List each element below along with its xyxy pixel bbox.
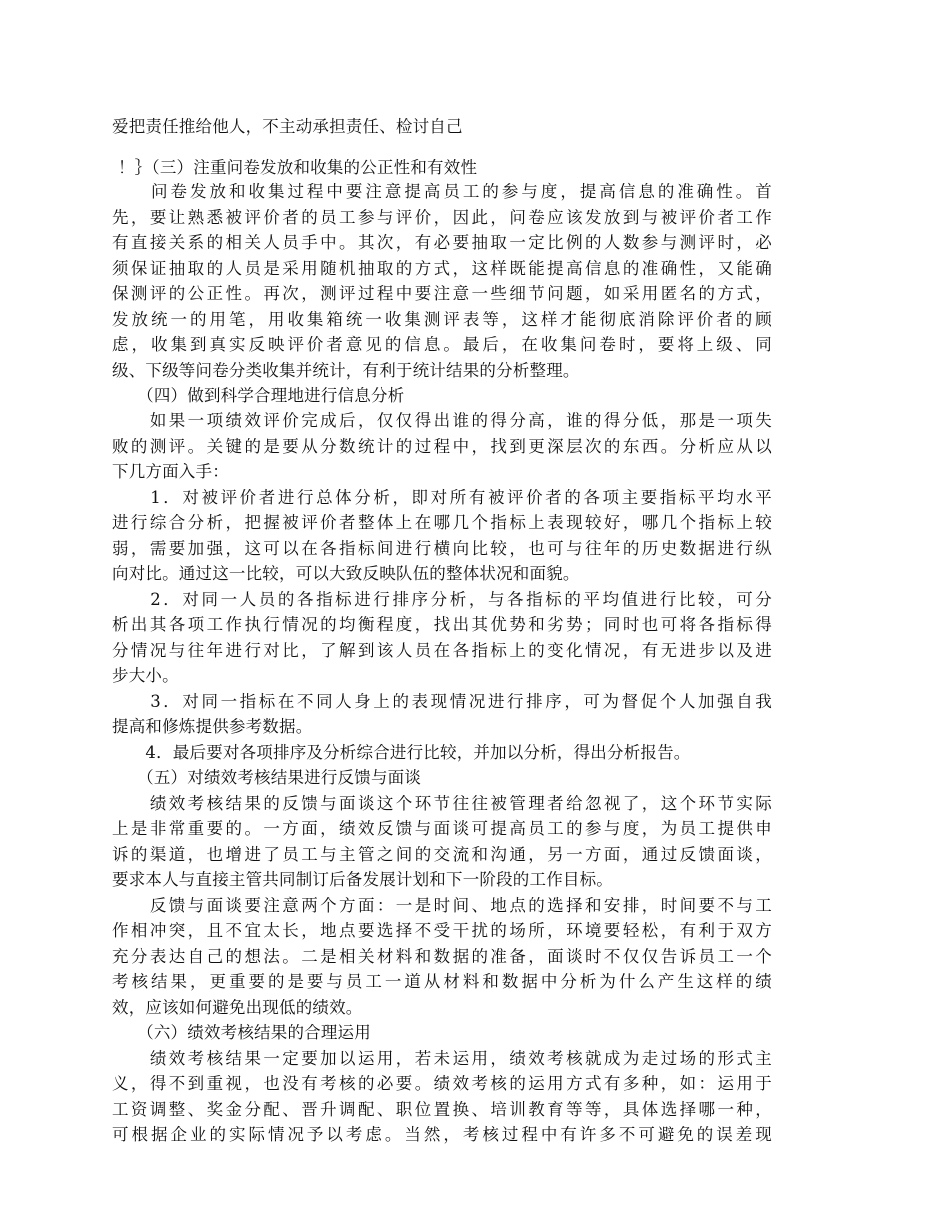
text-line: 有直接关系的相关人员手中。其次，有必要抽取一定比例的人数参与测评时，必 — [112, 233, 772, 252]
text-line: 分情况与往年进行对比，了解到该人员在各指标上的变化情况，有无进步以及进 — [112, 641, 772, 660]
text-line: 上是非常重要的。一方面，绩效反馈与面谈可提高员工的参与度，为员工提供申 — [112, 819, 772, 838]
text-line: 级、下级等问卷分类收集并统计，有利于统计结果的分析整理。 — [112, 361, 580, 380]
text-line: 如果一项绩效评价完成后，仅仅得出谁的得分高，谁的得分低，那是一项失 — [112, 411, 772, 430]
text-line: 虑，收集到真实反映评价者意见的信息。最后，在收集问卷时，要将上级、同 — [112, 335, 772, 354]
text-line: 效，应该如何避免出现低的绩效。 — [112, 998, 363, 1017]
text-line: 2．对同一人员的各指标进行排序分析，与各指标的平均值进行比较，可分 — [112, 590, 772, 609]
text-line: 弱，需要加强，这可以在各指标间进行横向比较，也可与往年的历史数据进行纵 — [112, 539, 772, 558]
text-line: 保测评的公正性。再次，测评过程中要注意一些细节问题，如采用匿名的方式， — [112, 284, 772, 303]
text-line: ！｝（三）注重问卷发放和收集的公正性和有效性 — [118, 158, 478, 177]
text-line: 先，要让熟悉被评价者的员工参与评价，因此，问卷应该发放到与被评价者工作 — [112, 208, 772, 227]
text-line: 绩效考核结果的反馈与面谈这个环节往往被管理者给忽视了，这个环节实际 — [112, 794, 772, 813]
text-line: 败的测评。关键的是要从分数统计的过程中，找到更深层次的东西。分析应从以 — [112, 437, 772, 456]
text-line: 反馈与面谈要注意两个方面：一是时间、地点的选择和安排，时间要不与工 — [112, 896, 772, 915]
text-line: （六）绩效考核结果的合理运用 — [112, 1023, 371, 1042]
text-line: 作相冲突，且不宜太长，地点要选择不受干扰的场所，环境要轻松，有利于双方 — [112, 921, 772, 940]
text-line: 工资调整、奖金分配、晋升调配、职位置换、培训教育等等，具体选择哪一种， — [112, 1100, 772, 1119]
text-line: 发放统一的用笔，用收集箱统一收集测评表等，这样才能彻底消除评价者的顾 — [112, 310, 772, 329]
text-line: （四）做到科学合理地进行信息分析 — [112, 386, 405, 405]
text-line: （五）对绩效考核结果进行反馈与面谈 — [112, 768, 422, 787]
text-line: 下几方面入手： — [112, 462, 229, 481]
text-line: 考核结果，更重要的是要与员工一道从材料和数据中分析为什么产生这样的绩 — [112, 972, 772, 991]
text-line: 充分表达自己的想法。二是相关材料和数据的准备，面谈时不仅仅告诉员工一个 — [112, 947, 772, 966]
text-line: 要求本人与直接主管共同制订后备发展计划和下一阶段的工作目标。 — [112, 870, 613, 889]
text-line: 绩效考核结果一定要加以运用，若未运用，绩效考核就成为走过场的形式主 — [112, 1049, 772, 1068]
text-line: 向对比。通过这一比较，可以大致反映队伍的整体状况和面貌。 — [112, 564, 580, 583]
text-line: 问卷发放和收集过程中要注意提高员工的参与度，提高信息的准确性。首 — [112, 182, 772, 201]
text-line: 4．最后要对各项排序及分析综合进行比较，并加以分析，得出分析报告。 — [112, 743, 691, 762]
text-line: 可根据企业的实际情况予以考虑。当然，考核过程中有许多不可避免的误差现 — [112, 1125, 772, 1144]
text-line: 1．对被评价者进行总体分析，即对所有被评价者的各项主要指标平均水平 — [112, 488, 772, 507]
text-line: 提高和修炼提供参考数据。 — [112, 717, 313, 736]
text-line: 须保证抽取的人员是采用随机抽取的方式，这样既能提高信息的准确性，又能确 — [112, 259, 772, 278]
text-line: 爱把责任推给他人，不主动承担责任、检讨自己 — [112, 117, 463, 136]
text-line: 进行综合分析，把握被评价者整体上在哪几个指标上表现较好，哪几个指标上较 — [112, 513, 772, 532]
text-line: 3．对同一指标在不同人身上的表现情况进行排序，可为督促个人加强自我 — [112, 692, 772, 711]
text-line: 步大小。 — [112, 666, 179, 685]
text-line: 义，得不到重视，也没有考核的必要。绩效考核的运用方式有多种，如：运用于 — [112, 1074, 772, 1093]
text-line: 析出其各项工作执行情况的均衡程度，找出其优势和劣势；同时也可将各指标得 — [112, 615, 772, 634]
text-line: 诉的渠道，也增进了员工与主管之间的交流和沟通，另一方面，通过反馈面谈， — [112, 845, 772, 864]
